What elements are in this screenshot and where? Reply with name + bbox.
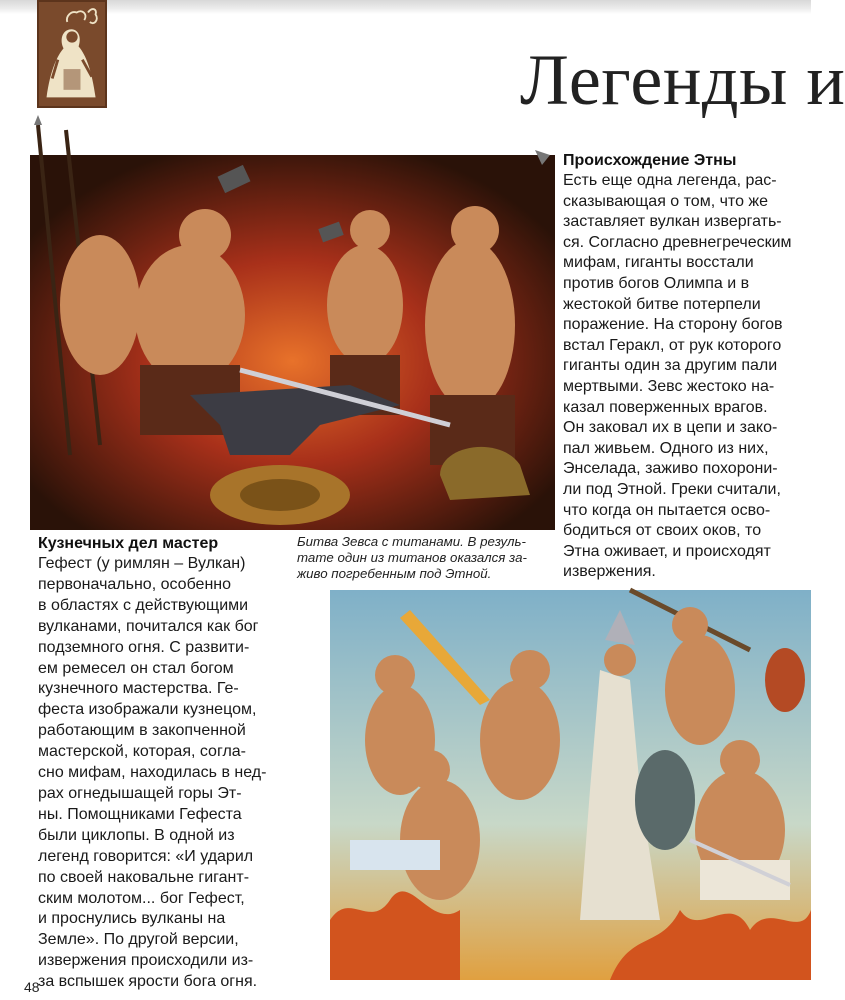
text-line: заставляет вулкан извергать- <box>563 213 782 231</box>
etna-origin-section <box>563 150 808 583</box>
page-title: Легенды и <box>520 40 845 120</box>
text-line: встал Геракл, от рук которого <box>563 336 782 354</box>
caption-line: тате один из титанов оказался за- <box>297 550 527 565</box>
text-line: легенд говорится: «И ударил <box>38 847 254 865</box>
text-line: ским молотом... бог Гефест, <box>38 889 245 907</box>
text-line: ны. Помощниками Гефеста <box>38 805 242 823</box>
battle-illustration <box>330 590 811 980</box>
text-line: Энселада, заживо похорони- <box>563 460 778 478</box>
text-line: казал поверженных врагов. <box>563 398 768 416</box>
etna-section-heading: Происхождение Этны <box>563 152 737 169</box>
text-line: против богов Олимпа и в <box>563 274 750 292</box>
text-line: были циклопы. В одной из <box>38 826 235 844</box>
caption-line: живо погребенным под Этной. <box>297 566 492 581</box>
chapter-badge <box>37 0 107 108</box>
caption-line: Битва Зевса с титанами. В резуль- <box>297 534 526 549</box>
text-line: рах огнедышащей горы Эт- <box>38 784 242 802</box>
text-line: ли под Этной. Греки считали, <box>563 480 781 498</box>
volcano-figure-icon <box>39 2 105 106</box>
forge-caption <box>297 534 537 582</box>
text-line: мастерской, которая, согла- <box>38 743 246 761</box>
text-line: Земле». По другой версии, <box>38 931 239 949</box>
smith-section-body <box>38 554 300 993</box>
text-line: бодиться от своих оков, то <box>563 522 762 540</box>
text-line: сказывающая о том, что же <box>563 192 769 210</box>
text-line: Есть еще одна легенда, рас- <box>563 172 777 189</box>
text-line: жестокой битве потерпели <box>563 295 761 313</box>
text-line: кузнечного мастерства. Ге- <box>38 680 239 698</box>
text-line: Он заковал их в цепи и зако- <box>563 419 778 437</box>
text-line: работающим в закопченной <box>38 722 246 740</box>
text-line: за вспышек ярости бога огня. <box>38 973 258 991</box>
text-line: извержения происходили из- <box>38 952 254 970</box>
text-line: ся. Согласно древнегреческим <box>563 233 792 251</box>
text-line: вулканами, почитался как бог <box>38 617 259 635</box>
forge-illustration <box>30 125 555 530</box>
text-line: и проснулись вулканы на <box>38 910 226 928</box>
text-line: по своей наковальне гигант- <box>38 868 250 886</box>
text-line: Гефест (у римлян – Вулкан) <box>38 555 246 572</box>
smith-section-heading: Кузнечных дел мастер <box>38 535 219 552</box>
text-line: ем ремесел он стал богом <box>38 659 234 677</box>
text-line: мертвыми. Зевс жестоко на- <box>563 377 775 395</box>
text-line: поражение. На сторону богов <box>563 316 783 334</box>
text-line: первоначально, особенно <box>38 575 232 593</box>
text-line: что когда он пытается осво- <box>563 501 771 519</box>
etna-section-body <box>563 171 808 583</box>
text-line: сно мифам, находилась в нед- <box>38 764 267 782</box>
blacksmith-section <box>38 533 300 993</box>
text-line: Этна оживает, и происходят <box>563 542 771 560</box>
text-line: пал живьем. Одного из них, <box>563 439 769 457</box>
text-line: в областях с действующими <box>38 596 249 614</box>
text-line: подземного огня. С развити- <box>38 638 250 656</box>
page-number: 48 <box>24 979 40 995</box>
page-top-rule <box>0 0 811 14</box>
text-line: мифам, гиганты восстали <box>563 254 754 272</box>
text-line: феста изображали кузнецом, <box>38 701 257 719</box>
text-line: извержения. <box>563 563 656 581</box>
text-line: гиганты один за другим пали <box>563 357 778 375</box>
